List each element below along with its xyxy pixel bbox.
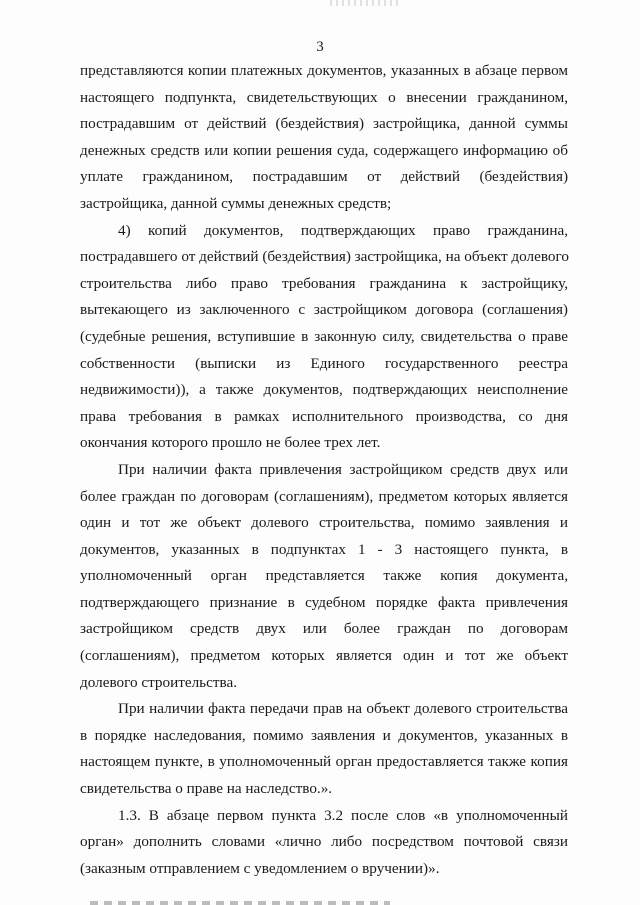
page-number: 3	[316, 39, 324, 55]
text-line: орган» дополнить словами «лично либо посредством почтовой связи	[80, 833, 568, 851]
text-line: застройщика, данной суммы денежных средств;	[80, 194, 392, 212]
text-line: вытекающего из заключенного с застройщиком договора (соглашения)	[80, 301, 568, 319]
text-line: представляются копии платежных документов, указанных в абзаце первом	[80, 62, 568, 79]
text-line: в порядке наследования, помимо заявления и документов, указанных в	[80, 726, 568, 744]
text-line: права требования в рамках исполнительного производства, со дня	[80, 407, 568, 425]
text-line: настоящем пункте, в уполномоченный орган предоставляется также копия	[80, 753, 568, 771]
scan-artifact-top	[330, 0, 400, 6]
text-line: долевого строительства.	[80, 673, 237, 691]
text-line: уплате гражданином, пострадавшим от действий (бездействия)	[80, 168, 568, 186]
text-line: застройщиком средств двух или более граждан по договорам	[80, 620, 568, 638]
paragraph	[80, 457, 568, 696]
text-line: свидетельства о праве на наследство.».	[80, 780, 333, 798]
text-line: уполномоченный орган представляется также копия документа,	[80, 567, 568, 585]
paragraph	[80, 218, 568, 457]
text-line: (заказным отправлением с уведомлением о вручении)».	[80, 859, 440, 877]
paragraph	[80, 58, 568, 218]
text-line: (судебные решения, вступившие в законную силу, свидетельства о праве	[80, 327, 568, 345]
text-line: строительства либо право требования гражданина к застройщику,	[80, 274, 568, 292]
paragraph	[80, 803, 568, 883]
scan-artifact-bottom	[90, 901, 390, 905]
paragraph	[80, 696, 568, 802]
text-line: (соглашениям), предметом которых является один и тот же объект	[80, 647, 568, 665]
text-line: пострадавшего от действий (бездействия) застройщика, на объект долевого	[80, 248, 569, 266]
text-line: 4) копий документов, подтверждающих право гражданина,	[118, 221, 568, 239]
text-line: недвижимости)), а также документов, подтверждающих неисполнение	[80, 381, 568, 399]
text-line: пострадавшим от действий (бездействия) застройщика, данной суммы	[80, 115, 568, 133]
text-line: 1.3. В абзаце первом пункта 3.2 после слов «в уполномоченный	[118, 806, 568, 824]
text-line: собственности (выписки из Единого государственного реестра	[80, 354, 568, 372]
text-line: подтверждающего признание в судебном порядке факта привлечения	[80, 593, 568, 611]
text-line: окончания которого прошло не более трех лет.	[80, 434, 381, 452]
text-line: документов, указанных в подпунктах 1 - 3 настоящего пункта, в	[80, 540, 568, 558]
text-line: более граждан по договорам (соглашениям), предметом которых является	[80, 487, 568, 505]
text-line: При наличии факта передачи прав на объект долевого строительства	[118, 700, 568, 718]
text-line: При наличии факта привлечения застройщиком средств двух или	[118, 460, 568, 478]
text-line: один и тот же объект долевого строительства, помимо заявления и	[80, 514, 568, 532]
text-line: настоящего подпункта, свидетельствующих о внесении гражданином,	[80, 88, 568, 106]
text-line: денежных средств или копии решения суда, содержащего информацию об	[80, 141, 568, 159]
document-body	[80, 58, 568, 882]
